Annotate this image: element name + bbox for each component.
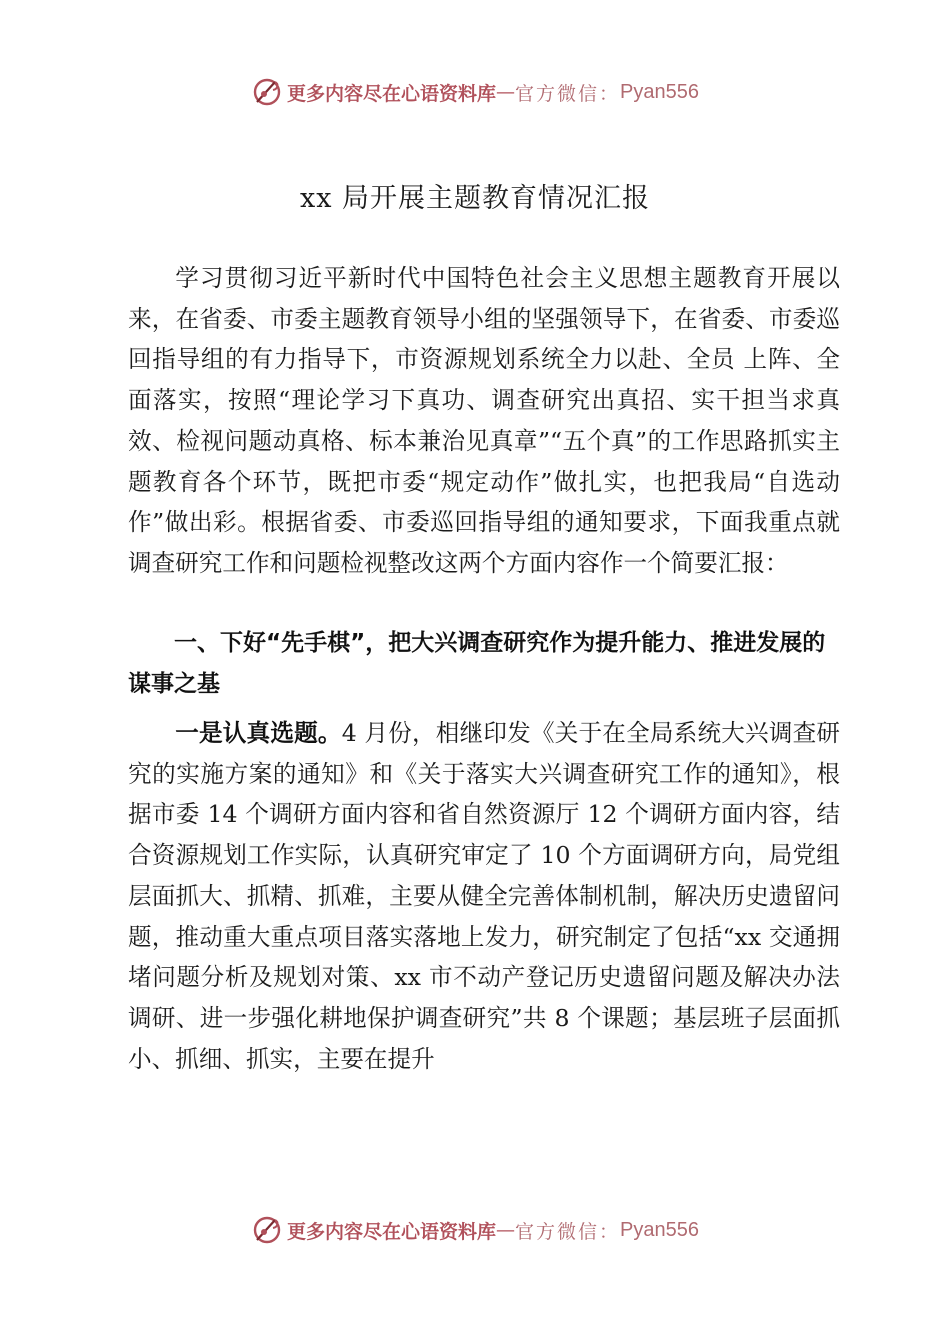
watermark-banner-bottom <box>0 1210 950 1250</box>
banner-wechat-id: Pyan556 <box>620 1218 699 1241</box>
watermark-banner-top <box>0 72 950 112</box>
section-heading: 一、下好“先手棋”，把大兴调查研究作为提升能力、推进发展的谋事之基 <box>128 630 826 697</box>
point-lead: 一是认真选题。 <box>175 719 342 747</box>
point-body: 4 月份，相继印发《关于在全局系统大兴调查研究的实施方案的通知》和《关于落实大兴调查研究工作的通知》，根据市委 14 个调研方面内容和省自然资源厅 12 个调研方面内容，结合资源规划工作实际，认真研究审定了 10 个方面调研方向，局党组层面抓大、抓精、抓难，主要从健全完善体制机制，解决历史遗留问题，推动重大重点项目落实落地上发力，研究制定了包括“xx 交通拥堵问题分析及规划对策、xx 市不动产登记历史遗留问题及解决办法调研、进一步强化耕地保护调查研究”共 8 个课题；基层班子层面抓小、抓细、抓实，主要在提升 <box>128 719 841 1073</box>
banner-separator: — <box>496 81 516 103</box>
banner-brand: 更多内容尽在心语资料库 <box>287 1220 497 1243</box>
banner-wechat-label: 官方微信： <box>515 82 621 105</box>
quill-seal-icon <box>251 76 283 108</box>
banner-brand: 更多内容尽在心语资料库 <box>287 82 497 105</box>
banner-separator: — <box>496 1219 516 1241</box>
banner-wechat-label: 官方微信： <box>515 1220 621 1243</box>
document-title: xx 局开展主题教育情况汇报 <box>299 183 651 214</box>
intro-paragraph: 学习贯彻习近平新时代中国特色社会主义思想主题教育开展以来，在省委、市委主题教育领导小组的坚强领导下，在省委、市委巡回指导组的有力指导下，市资源规划系统全力以赴、全员 上阵、全面落实，按照“理论学习下真功、调查研究出真招、实干担当求真效、检视问题动真格、标本兼治见真章”“五个真”的工作思路抓实主题教育各个环节，既把市委“规定动作”做扎实，也把我局“自选动作”做出彩。根据省委、市委巡回指导组的通知要求，下面我重点就调查研究工作和问题检视整改这两个方面内容作一个简要汇报： <box>128 264 840 577</box>
quill-seal-icon <box>251 1214 283 1246</box>
banner-wechat-id: Pyan556 <box>620 80 699 103</box>
point-paragraph <box>128 713 840 1079</box>
